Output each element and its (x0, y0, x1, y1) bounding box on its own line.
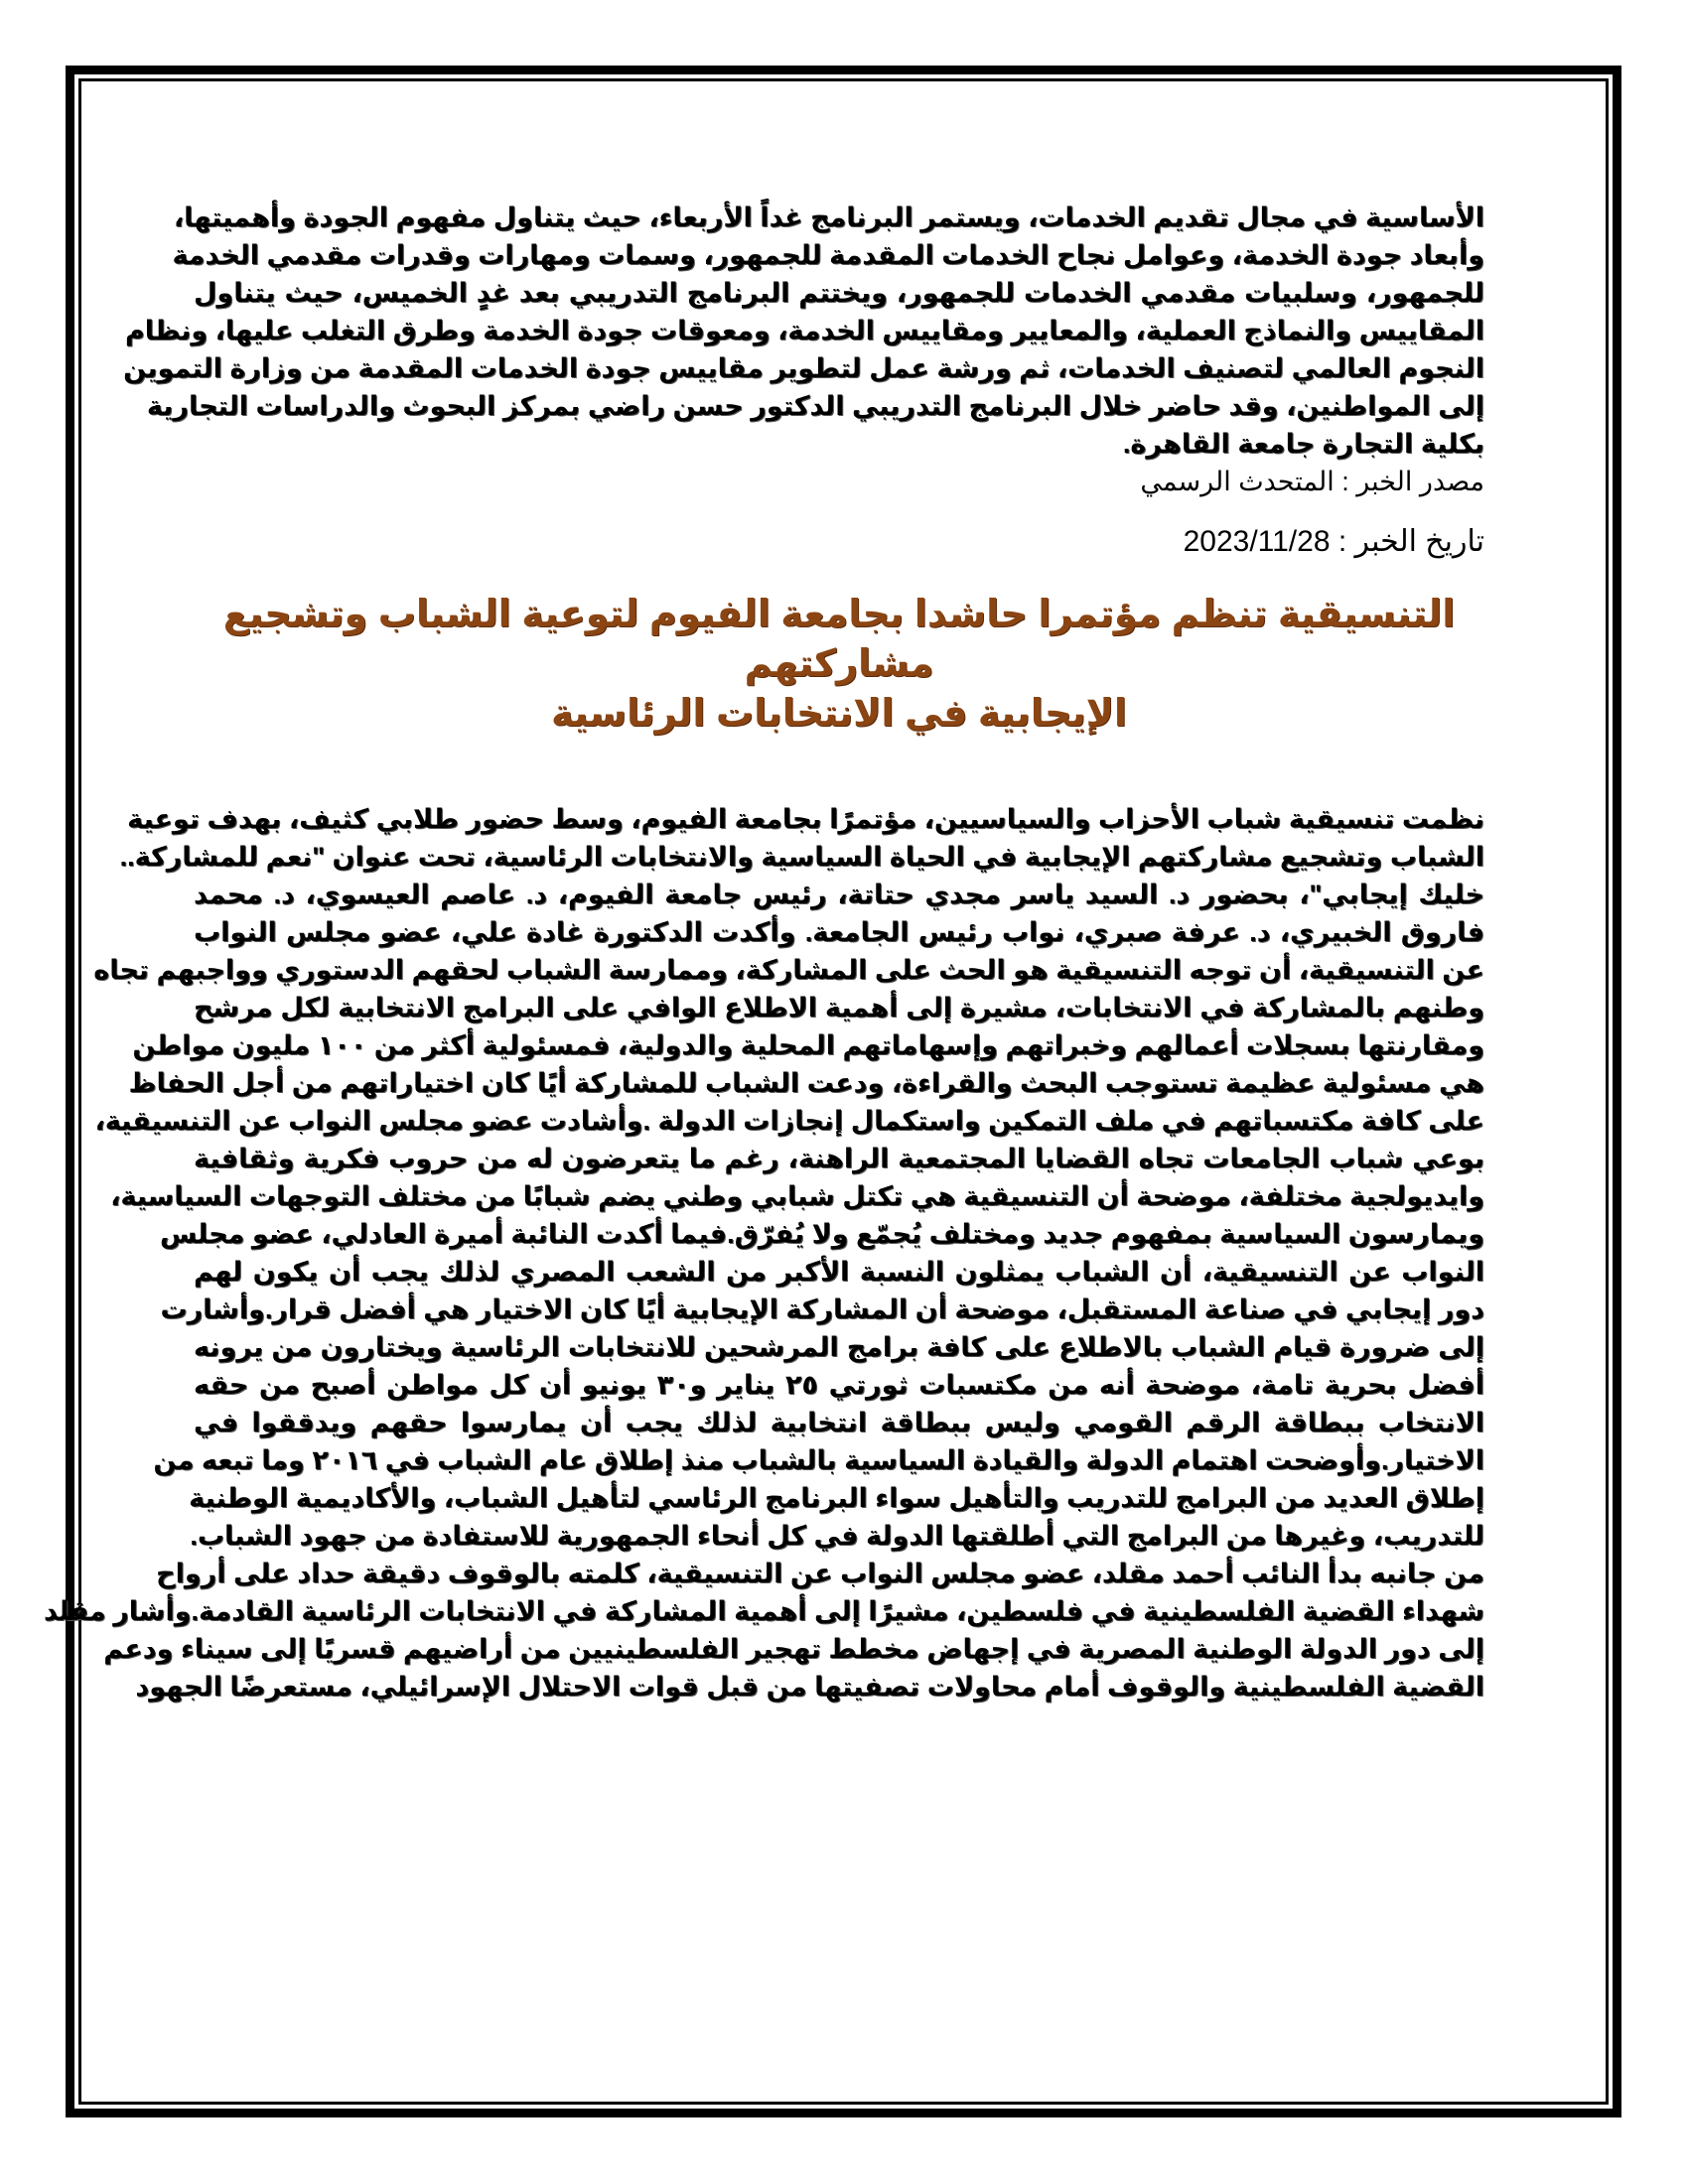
text-line: للجمهور، وسلبيات مقدمي الخدمات للجمهور، ويختتم البرنامج التدريبي بعد غدٍ الخميس، حيث يتناول (194, 278, 1484, 308)
text-line: الانتخاب ببطاقة الرقم القومي وليس ببطاقة انتخابية لذلك يجب أن يمارسوا حقهم ويدققوا في (194, 1408, 1484, 1437)
text-line: وطنهم بالمشاركة في الانتخابات، مشيرة إلى أهمية الاطلاع الوافي على البرامج الانتخابية لكل مرشح (194, 993, 1484, 1023)
text-line: وايديولجية مختلفة، موضحة أن التنسيقية هي تكتل شبابي وطني يضم شبابًا من مختلف التوجهات السياسية، (110, 1181, 1484, 1211)
text-line: شهداء القضية الفلسطينية في فلسطين، مشيرًا إلى أهمية المشاركة في الانتخابات الرئاسية القادمة.وأشار مقلد (43, 1596, 1484, 1626)
text-line: ومقارنتها بسجلات أعمالهم وخبراتهم وإسهاماتهم المحلية والدولية، فمسئولية أكثر من ١٠٠ مليون مواطن (132, 1030, 1484, 1060)
intro-paragraph (123, 199, 1484, 463)
text-line: أفضل بحرية تامة، موضحة أنه من مكتسبات ثورتي ٢٥ يناير و٣٠ يونيو أن كل مواطن أصبح من حقه (194, 1370, 1484, 1400)
text-line: الاختيار.وأوضحت اهتمام الدولة والقيادة السياسية بالشباب منذ إطلاق عام الشباب في ٢٠١٦ وما تبعه من (153, 1445, 1484, 1475)
text-line: على كافة مكتسباتهم في ملف التمكين واستكمال إنجازات الدولة .وأشادت عضو مجلس النواب عن التنسيقية، (94, 1106, 1484, 1136)
headline-line-1: التنسيقية تنظم مؤتمرا حاشدا بجامعة الفيوم لتوعية الشباب وتشجيع مشاركتهم (222, 594, 1456, 685)
text-line: من جانبه بدأ النائب أحمد مقلد، عضو مجلس النواب عن التنسيقية، كلمته بالوقوف دقيقة حداد على أرواح (156, 1559, 1484, 1588)
text-line: خليك إيجابي"، بحضور د. السيد ياسر مجدي حتاتة، رئيس جامعة الفيوم، د. عاصم العيسوي، د. محمد (194, 880, 1484, 909)
news-date: تاريخ الخبر : 2023/11/28 (1183, 525, 1484, 558)
text-line: عن التنسيقية، أن توجه التنسيقية هو الحث على المشاركة، وممارسة الشباب لحقهم الدستوري وواجبهم تجاه (93, 955, 1484, 985)
text-line: النواب عن التنسيقية، أن الشباب يمثلون النسبة الأكبر من الشعب المصري لذلك يجب أن يكون لهم (194, 1257, 1484, 1287)
text-line: وأبعاد جودة الخدمة، وعوامل نجاح الخدمات المقدمة للجمهور، وسمات ومهارات وقدرات مقدمي الخدمة (172, 240, 1484, 270)
text-line: دور إيجابي في صناعة المستقبل، موضحة أن المشاركة الإيجابية أيًا كان الاختيار هي أفضل قرار.وأشارت (160, 1295, 1484, 1324)
text-line: الشباب وتشجيع مشاركتهم الإيجابية في الحياة السياسية والانتخابات الرئاسية، تحت عنوان "نعم للمشاركة.. (119, 842, 1484, 872)
text-line: إطلاق العديد من البرامج للتدريب والتأهيل سواء البرنامج الرئاسي لتأهيل الشباب، والأكاديمية الوطنية (189, 1483, 1484, 1513)
text-line: المقاييس والنماذج العملية، والمعايير ومقاييس الخدمة، ومعوقات جودة الخدمة وطرق التغلب عليها، ونظام (125, 316, 1484, 345)
text-line: بكلية التجارة جامعة القاهرة. (1122, 429, 1484, 459)
document-body (43, 199, 1484, 1706)
text-line: إلى المواطنين، وقد حاضر خلال البرنامج التدريبي الدكتور حسن راضي بمركز البحوث والدراسات التجارية (146, 391, 1484, 421)
text-line: بوعي شباب الجامعات تجاه القضايا المجتمعية الراهنة، رغم ما يتعرضون له من حروب فكرية وثقافية (194, 1144, 1484, 1173)
text-line: هي مسئولية عظيمة تستوجب البحث والقراءة، ودعت الشباب للمشاركة أيًا كان اختياراتهم من أجل الحفاظ (128, 1068, 1484, 1098)
text-line: إلى ضرورة قيام الشباب بالاطلاع على كافة برامج المرشحين للانتخابات الرئاسية ويختارون من يرونه (194, 1332, 1484, 1362)
text-line: فاروق الخبيري، د. عرفة صبري، نواب رئيس الجامعة. وأكدت الدكتورة غادة علي، عضو مجلس النواب (194, 917, 1484, 947)
text-line: النجوم العالمي لتصنيف الخدمات، ثم ورشة عمل لتطوير مقاييس جودة الخدمات المقدمة من وزارة التموين (123, 353, 1484, 383)
article-headline (194, 590, 1484, 739)
article-body (43, 800, 1484, 1706)
text-line: الأساسية في مجال تقديم الخدمات، ويستمر البرنامج غداً الأربعاء، حيث يتناول مفهوم الجودة وأهميتها، (173, 203, 1484, 232)
news-source: مصدر الخبر : المتحدث الرسمي (1140, 467, 1484, 496)
text-line: إلى دور الدولة الوطنية المصرية في إجهاض مخطط تهجير الفلسطينيين من أراضيهم قسريًا إلى سيناء ودعم (103, 1634, 1484, 1664)
text-line: القضية الفلسطينية والوقوف أمام محاولات تصفيتها من قبل قوات الاحتلال الإسرائيلي، مستعرضًا الجهود (135, 1672, 1484, 1702)
headline-line-2: الإيجابية في الانتخابات الرئاسية (551, 693, 1127, 735)
text-line: نظمت تنسيقية شباب الأحزاب والسياسيين، مؤتمرًا بجامعة الفيوم، وسط حضور طلابي كثيف، بهدف توعية (127, 804, 1484, 834)
text-line: للتدريب، وغيرها من البرامج التي أطلقتها الدولة في كل أنحاء الجمهورية للاستفادة من جهود الشباب. (190, 1521, 1484, 1551)
text-line: ويمارسون السياسية بمفهوم جديد ومختلف يُجمّع ولا يُفرّق.فيما أكدت النائبة أميرة العادلي، عضو مجلس (159, 1219, 1484, 1249)
